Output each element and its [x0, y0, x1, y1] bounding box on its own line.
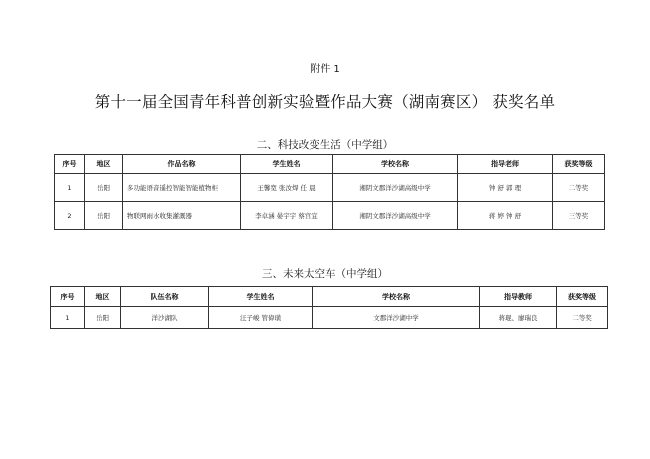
cell-region: 岳阳	[85, 307, 121, 329]
table-header-row	[55, 155, 605, 174]
cell-region: 岳阳	[85, 202, 123, 230]
cell-award: 三等奖	[553, 202, 605, 230]
cell-region: 岳阳	[85, 174, 123, 202]
header-cell: 作品名称	[123, 155, 241, 174]
header-cell: 序号	[55, 155, 85, 174]
cell-team: 洋沙湖队	[121, 307, 209, 329]
table-header-row	[51, 287, 608, 307]
header-cell: 获奖等级	[557, 287, 608, 307]
header-cell: 学生姓名	[241, 155, 333, 174]
cell-students: 汪子峻 管偉璜	[209, 307, 313, 329]
cell-students: 李卓涵 晏宇宇 蔡宫宜	[241, 202, 333, 230]
header-cell: 获奖等级	[553, 155, 605, 174]
header-cell: 指导教师	[480, 287, 557, 307]
cell-award: 二等奖	[557, 307, 608, 329]
cell-teacher: 蒋 婷 钟 舒	[458, 202, 553, 230]
section1-table	[54, 154, 605, 230]
header-cell: 地区	[85, 287, 121, 307]
section1-title: 二、科技改变生活（中学组）	[256, 139, 394, 151]
table-row	[55, 174, 605, 202]
cell-no: 2	[55, 202, 85, 230]
section2-table	[50, 286, 608, 329]
cell-students: 王馨宽 张汝焊 任 晨	[241, 174, 333, 202]
cell-no: 1	[55, 174, 85, 202]
cell-no: 1	[51, 307, 85, 329]
header-cell: 指导老师	[458, 155, 553, 174]
cell-award: 二等奖	[553, 174, 605, 202]
cell-work: 多功能语音遥控智能智能植物柜	[123, 174, 241, 202]
cell-school: 湘阴文郡洋沙湖高级中学	[333, 202, 458, 230]
section2-title: 三、未来太空车（中学组）	[262, 268, 388, 280]
header-cell: 学校名称	[333, 155, 458, 174]
table-row	[51, 307, 608, 329]
header-cell: 序号	[51, 287, 85, 307]
page-title: 第十一届全国青年科普创新实验暨作品大赛（湖南赛区） 获奖名单	[94, 93, 556, 111]
cell-work: 物联网雨水收集灌溉器	[123, 202, 241, 230]
attachment-label: 附件 1	[310, 64, 340, 75]
header-cell: 地区	[85, 155, 123, 174]
header-cell: 学生姓名	[209, 287, 313, 307]
header-cell: 学校名称	[313, 287, 480, 307]
cell-school: 文郡洋沙湖中学	[313, 307, 480, 329]
header-cell: 队伍名称	[121, 287, 209, 307]
cell-school: 湘阴文郡洋沙湖高级中学	[333, 174, 458, 202]
table-row	[55, 202, 605, 230]
cell-teacher: 蒋琨、廖瑞良	[480, 307, 557, 329]
cell-teacher: 钟 舒 郭 理	[458, 174, 553, 202]
